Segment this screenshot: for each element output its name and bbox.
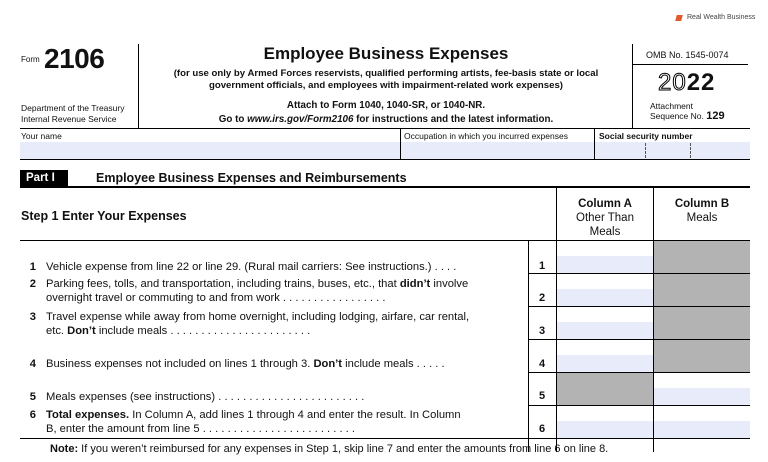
line-1-col-b-shaded	[654, 241, 750, 273]
line-4-col-b-shaded	[654, 340, 750, 372]
line-6	[21, 408, 461, 436]
ssn-separator-2	[690, 143, 691, 158]
line-3-col-b-shaded	[654, 307, 750, 339]
line-6-col-a-input[interactable]	[557, 421, 653, 438]
goto-line	[140, 114, 632, 125]
line-4-text-bold: Don’t	[313, 358, 343, 370]
line-6-text-b: B, enter the amount from line 5 . . . . . . . . . . . . . . . . . . . . . . . . .	[46, 423, 356, 435]
dept-line-1: Department of the Treasury	[21, 103, 125, 113]
year-outline: 20	[658, 69, 687, 96]
line-5-col-b-input[interactable]	[654, 388, 750, 405]
note-label: Note:	[50, 443, 79, 455]
line-2-number: 2	[29, 278, 36, 290]
ssn-label: Social security number	[599, 131, 693, 141]
form-subtitle	[140, 68, 632, 92]
line-2-text-c: overnight travel or commuting to and from work . . . . . . . . . . . . . . . . .	[46, 292, 386, 304]
column-b-sub: Meals	[686, 212, 718, 224]
subtitle-line-1: (for use only by Armed Forces reservists, qualified performing artists, fee-basis state or local	[173, 68, 599, 79]
line-3-number: 3	[29, 311, 36, 323]
omb-number: OMB No. 1545-0074	[646, 50, 729, 60]
subtitle-line-2: government officials, and employees with impairment-related work expenses)	[208, 80, 563, 91]
sequence-number: 129	[706, 110, 725, 122]
goto-suffix: for instructions and the latest information.	[353, 114, 554, 125]
line-4-text-b: include meals . . . . .	[342, 358, 445, 370]
line-2-box: 2	[538, 292, 546, 304]
line-6-box: 6	[538, 423, 546, 435]
line-5-col-a-shaded	[557, 373, 653, 405]
line-6-text-a: In Column A, add lines 1 through 4 and enter the result. In Column	[129, 409, 461, 421]
line-5	[21, 390, 364, 404]
omb-divider	[632, 64, 748, 65]
line-3-col-a-input[interactable]	[557, 322, 653, 339]
part-tag: Part I	[20, 170, 68, 186]
line-3-box: 3	[538, 325, 546, 337]
column-a-sub1: Other Than	[576, 212, 634, 224]
year-bold: 22	[686, 69, 716, 96]
part-title: Employee Business Expenses and Reimbursements	[96, 171, 407, 185]
department	[21, 103, 124, 125]
note	[50, 443, 608, 455]
line-1-col-a-input[interactable]	[557, 256, 653, 273]
your-name-field[interactable]	[20, 142, 400, 159]
form-number: 2106	[44, 43, 105, 74]
line-2-text-b: involve	[430, 278, 469, 290]
line-4-number: 4	[29, 358, 36, 370]
line-1-box: 1	[538, 260, 546, 272]
column-b-title: Column B	[674, 198, 730, 210]
line-2-text-bold: didn’t	[399, 278, 431, 290]
line-3-text-bold: Don’t	[67, 325, 96, 337]
line-2	[21, 277, 468, 305]
attach-line: Attach to Form 1040, 1040-SR, or 1040-NR.	[286, 100, 486, 111]
line-5-rule	[528, 405, 750, 406]
attachment-sequence	[650, 101, 725, 121]
note-text: If you weren’t reimbursed for any expenses in Step 1, skip line 7 and enter the amounts from line 6 on line 8.	[78, 443, 609, 455]
irs-link[interactable]: www.irs.gov/Form2106	[247, 114, 354, 125]
form-title: Employee Business Expenses	[263, 44, 509, 63]
column-a-title: Column A	[578, 198, 632, 210]
line-5-number: 5	[29, 391, 36, 403]
line-4-col-a-input[interactable]	[557, 355, 653, 372]
sequence-label: Sequence No.	[650, 111, 704, 121]
name-row-bottom-rule	[20, 159, 750, 160]
line-1-text: Vehicle expense from line 22 or line 29. (Rural mail carriers: See instructions.) . . . .	[46, 261, 457, 273]
line-1	[21, 260, 456, 274]
attachment-label: Attachment	[650, 101, 693, 111]
line-2-col-a-input[interactable]	[557, 289, 653, 306]
occupation-label: Occupation in which you incurred expenses	[404, 131, 568, 141]
line-2-text-a: Parking fees, tolls, and transportation, including trains, buses, etc., that	[46, 278, 400, 290]
your-name-label: Your name	[21, 131, 62, 141]
line-4-text-a: Business expenses not included on lines 1 through 3.	[46, 358, 314, 370]
column-b-header	[654, 197, 750, 225]
line-3	[21, 310, 469, 338]
line-5-box: 5	[538, 390, 546, 402]
ssn-separator-1	[645, 143, 646, 158]
brand-logo	[676, 14, 755, 21]
line-4	[21, 357, 445, 371]
line-3-text-a: Travel expense while away from home overnight, including lodging, airfare, car rental,	[46, 311, 470, 323]
ssn-field[interactable]	[595, 142, 750, 159]
tax-year	[658, 69, 715, 97]
line-6-text-bold: Total expenses.	[46, 409, 130, 421]
part-rule	[20, 186, 750, 188]
line-3-text-b: etc.	[46, 325, 68, 337]
brand-mark-icon	[676, 15, 685, 21]
line-6-col-b-input[interactable]	[654, 421, 750, 438]
step-label: Step 1 Enter Your Expenses	[21, 209, 187, 223]
dept-line-2: Internal Revenue Service	[21, 114, 117, 124]
form-label: Form	[21, 55, 40, 64]
brand-name: Real Wealth Business	[687, 14, 756, 21]
line-6-rule	[20, 438, 750, 439]
line-1-number: 1	[29, 261, 36, 273]
column-a-header	[557, 197, 653, 239]
header-divider-right	[632, 44, 633, 128]
line-4-box: 4	[538, 358, 546, 370]
column-a-sub2: Meals	[589, 226, 621, 238]
goto-prefix: Go to	[218, 114, 248, 125]
occupation-field[interactable]	[401, 142, 594, 159]
line-5-text: Meals expenses (see instructions) . . . . . . . . . . . . . . . . . . . . . . . .	[46, 391, 365, 403]
header-bottom-rule	[20, 128, 750, 129]
header-divider-left	[138, 44, 139, 128]
line-3-text-c: include meals . . . . . . . . . . . . . . . . . . . . . . .	[95, 325, 311, 337]
line-2-col-b-shaded	[654, 274, 750, 306]
line-6-number: 6	[29, 409, 36, 421]
step-header-bottom-rule	[20, 240, 750, 241]
